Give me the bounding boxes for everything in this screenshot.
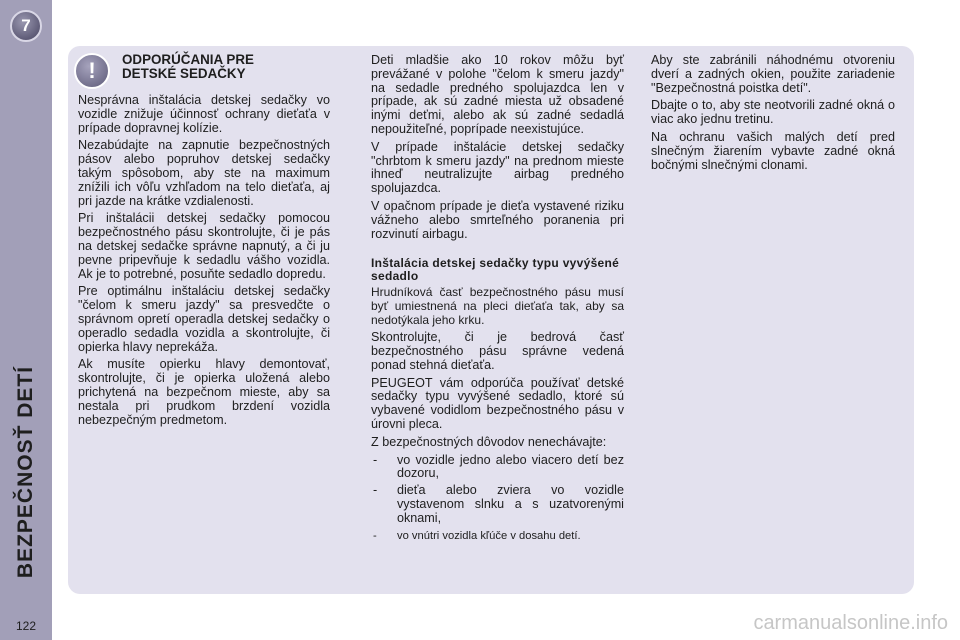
safety-list [371,454,624,544]
page-number: 122 [15,619,37,633]
section-title-line2: DETSKÉ SEDAČKY [122,66,246,81]
column-3 [651,54,895,176]
chapter-number: 7 [21,16,31,35]
section-title [122,53,322,81]
paragraph: Z bezpečnostných dôvodov nenechávajte: [371,434,607,449]
paragraph: Pre optimálnu inštaláciu detskej sedačky "čelom k smeru jazdy" sa presvedčte o správnom opretí operadla detskej sedačky o operadlo sedadla vozidla a skontrolujte, či opierka hlavy neprekáža. [78,284,330,354]
paragraph: Pri inštalácii detskej sedačky pomocou bezpečnostného pásu skontrolujte, či je pás na detskej sedačke správne napnutý, a či ju pevne pripevňuje k sedadlu vášho vozidla. Ak je to potrebné, posuňte sedadlo dopredu. [78,211,330,281]
paragraph: Na ochranu vašich malých detí pred slnečným žiarením vybavte zadné okná bočnými slnečnými clonami. [651,129,895,172]
bullet-dash: - [373,529,377,542]
warning-icon [74,53,110,89]
list-item [371,454,624,482]
list-item-text: vo vozidle jedno alebo viacero detí bez dozoru, [397,452,624,481]
bullet-dash: - [373,452,378,467]
column-2 [371,54,624,546]
chapter-number-badge [10,10,42,42]
bullet-dash: - [373,483,378,498]
chapter-sidebar [0,0,52,640]
column-1 [78,94,330,431]
warning-symbol: ! [88,58,96,83]
list-item-text: vo vnútri vozidla kľúče v dosahu detí. [397,529,581,542]
paragraph: Deti mladšie ako 10 rokov môžu byť prevážané v polohe "čelom k smeru jazdy" na sedadle predného spolujazdca len v prípade, ak sú zadné miesta už obsadené inými deťmi, alebo ak sú zadné sedadlá nepoužiteľné, poprípade neexistujúce. [371,53,624,136]
watermark: carmanualsonline.info [753,612,948,634]
paragraph: Nesprávna inštalácia detskej sedačky vo vozidle znižuje účinnosť ochrany dieťaťa v prípade dopravnej kolízie. [78,93,330,135]
paragraph: Hrudníková časť bezpečnostného pásu musí byť umiestnená na pleci dieťaťa tak, aby sa nedotýkala jeho krku. [371,285,624,327]
list-item-text: dieťa alebo zviera vo vozidle vystavenom slnku a s uzatvorenými oknami, [397,483,624,525]
paragraph: Ak musíte opierku hlavy demontovať, skontrolujte, či je opierka uložená alebo prichytená na bezpečnom mieste, aby sa nestala pri prudkom brzdení vozidla nebezpečným predmetom. [78,357,330,427]
paragraph: Aby ste zabránili náhodnému otvoreniu dverí a zadných okien, použite zariadenie "Bezpečnostná poistka detí". [651,53,895,95]
section-title-line1: ODPORÚČANIA PRE [122,52,254,67]
paragraph: PEUGEOT vám odporúča používať detské sedačky typu vyvýšené sedadlo, ktoré sú vybavené vodidlom bezpečnostného pásu v úrovni pleca. [371,375,624,431]
paragraph: Dbajte o to, aby ste neotvorili zadné okná o viac ako jednu tretinu. [651,98,895,127]
paragraph: V prípade inštalácie detskej sedačky "chrbtom k smeru jazdy" na prednom mieste ihneď neutralizujte airbag predného spolujazdca. [371,139,624,196]
subsection-heading: Inštalácia detskej sedačky typu vyvýšené sedadlo [371,256,620,284]
list-item [371,484,624,525]
paragraph: Skontrolujte, či je bedrová časť bezpečnostného pásu správne vedená ponad stehná dieťaťa. [371,330,624,372]
chapter-title: BEZPEČNOSŤ DETÍ [14,365,37,579]
paragraph: Nezabúdajte na zapnutie bezpečnostných pásov alebo popruhov detskej sedačky takým spôsobom, aby ste na maximum znížili ich vôľu vzhľadom na telo dieťaťa, aj pri jazde na krátke vzdialenosti. [78,138,330,208]
list-item [371,530,624,544]
paragraph: V opačnom prípade je dieťa vystavené riziku vážneho alebo smrteľného poranenia pri rozvinutí airbagu. [371,198,624,241]
